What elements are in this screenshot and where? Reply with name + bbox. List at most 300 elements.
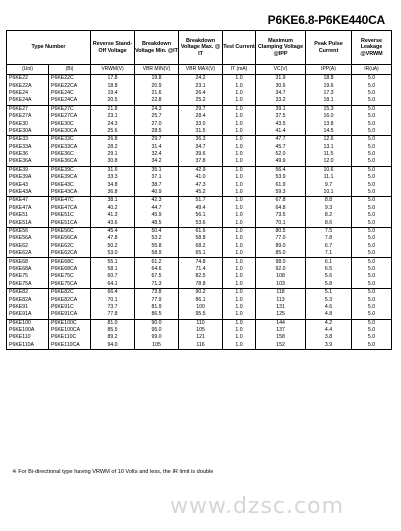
- table-cell: 64.6: [135, 266, 179, 273]
- table-cell: 125: [256, 311, 306, 319]
- table-cell: 24.2: [179, 75, 223, 83]
- table-row: [7, 219, 392, 227]
- table-cell: 5.0: [352, 90, 392, 97]
- table-cell: 5.0: [352, 304, 392, 311]
- table-row: [7, 250, 392, 258]
- table-cell: 94.0: [91, 342, 135, 350]
- table-cell: 67.5: [135, 273, 179, 280]
- table-cell: P6KE110CA: [49, 342, 91, 350]
- table-cell: 5.0: [352, 342, 392, 350]
- table-cell: 5.0: [352, 311, 392, 319]
- table-cell: 33.2: [256, 97, 306, 105]
- header-row: [7, 31, 392, 65]
- table-cell: 32.4: [135, 151, 179, 158]
- table-cell: 118: [256, 288, 306, 296]
- table-cell: 17.3: [306, 90, 352, 97]
- table-cell: 19.6: [306, 82, 352, 89]
- table-cell: 5.0: [352, 273, 392, 280]
- table-cell: 90.2: [179, 288, 223, 296]
- table-cell: 6.7: [306, 243, 352, 250]
- table-cell: P6KE43A: [7, 189, 49, 197]
- table-cell: P6KE110A: [7, 342, 49, 350]
- table-cell: 10.6: [306, 166, 352, 174]
- table-cell: 1.0: [223, 219, 256, 227]
- table-cell: P6KE91: [7, 304, 49, 311]
- table-cell: P6KE47A: [7, 205, 49, 212]
- table-cell: 5.0: [352, 327, 392, 334]
- table-cell: 61.9: [256, 181, 306, 188]
- table-cell: 5.0: [352, 219, 392, 227]
- table-cell: P6KE100C: [49, 319, 91, 327]
- table-cell: 24.3: [91, 120, 135, 127]
- table-cell: 29.1: [91, 151, 135, 158]
- table-cell: 5.0: [352, 189, 392, 197]
- table-cell: 19.4: [91, 90, 135, 97]
- document-title: P6KE6.8-P6KE440CA: [267, 13, 385, 27]
- table-cell: 1.0: [223, 273, 256, 280]
- table-cell: 5.8: [306, 281, 352, 289]
- table-cell: P6KE24A: [7, 97, 49, 105]
- header-type-number: Type Number: [7, 31, 91, 65]
- table-cell: 1.0: [223, 319, 256, 327]
- table-row: [7, 258, 392, 266]
- table-cell: 8.6: [306, 219, 352, 227]
- table-cell: 5.0: [352, 281, 392, 289]
- table-cell: 5.0: [352, 181, 392, 188]
- table-cell: 73.7: [91, 304, 135, 311]
- table-cell: P6KE30C: [49, 120, 91, 127]
- table-cell: 5.0: [352, 227, 392, 235]
- table-cell: 131: [256, 304, 306, 311]
- table-cell: P6KE33A: [7, 144, 49, 151]
- header-standoff-voltage: Reverse Stand-Off Voltage: [91, 31, 135, 65]
- table-cell: 5.0: [352, 319, 392, 327]
- table-cell: 39.1: [256, 105, 306, 113]
- table-cell: 77.9: [135, 296, 179, 303]
- table-cell: 38.1: [91, 197, 135, 205]
- table-cell: 25.2: [179, 97, 223, 105]
- table-cell: 18.1: [306, 97, 352, 105]
- table-cell: 4.4: [306, 327, 352, 334]
- table-cell: 31.9: [256, 75, 306, 83]
- table-cell: 40.9: [135, 189, 179, 197]
- table-cell: 103: [256, 281, 306, 289]
- table-cell: 7.1: [306, 250, 352, 258]
- table-cell: 53.0: [91, 250, 135, 258]
- table-cell: 53.9: [256, 174, 306, 181]
- table-cell: 5.0: [352, 82, 392, 89]
- table-cell: 81.0: [91, 319, 135, 327]
- table-cell: 58.1: [91, 266, 135, 273]
- table-cell: 45.2: [179, 189, 223, 197]
- table-cell: 21.8: [91, 105, 135, 113]
- table-cell: 34.7: [179, 144, 223, 151]
- table-cell: 56.1: [179, 212, 223, 219]
- table-cell: 5.0: [352, 97, 392, 105]
- table-cell: 31.4: [135, 144, 179, 151]
- table-cell: 85.5: [91, 327, 135, 334]
- table-cell: P6KE30: [7, 120, 49, 127]
- table-cell: 5.6: [306, 273, 352, 280]
- table-cell: 50.4: [135, 227, 179, 235]
- table-cell: 1.0: [223, 151, 256, 158]
- table-cell: 81.9: [135, 304, 179, 311]
- table-cell: 56.4: [256, 166, 306, 174]
- table-cell: P6KE43C: [49, 181, 91, 188]
- table-cell: 137: [256, 327, 306, 334]
- table-cell: P6KE62A: [7, 250, 49, 258]
- table-cell: P6KE82A: [7, 296, 49, 303]
- table-row: [7, 205, 392, 212]
- table-cell: P6KE36C: [49, 151, 91, 158]
- table-cell: 105: [135, 342, 179, 350]
- table-cell: 41.4: [256, 128, 306, 136]
- table-cell: 1.0: [223, 158, 256, 166]
- table-cell: P6KE27CA: [49, 113, 91, 120]
- table-cell: 49.4: [179, 205, 223, 212]
- table-cell: 38.7: [135, 181, 179, 188]
- table-cell: 21.6: [135, 90, 179, 97]
- table-cell: 1.0: [223, 281, 256, 289]
- units-row: [7, 65, 392, 75]
- table-cell: P6KE75CA: [49, 281, 91, 289]
- table-cell: P6KE22CA: [49, 82, 91, 89]
- table-cell: P6KE27C: [49, 105, 91, 113]
- table-cell: 1.0: [223, 75, 256, 83]
- table-cell: P6KE24C: [49, 90, 91, 97]
- table-cell: P6KE51C: [49, 212, 91, 219]
- table-cell: 41.0: [179, 174, 223, 181]
- table-cell: P6KE100CA: [49, 327, 91, 334]
- table-cell: P6KE56CA: [49, 235, 91, 242]
- table-cell: 68.2: [179, 243, 223, 250]
- table-row: [7, 304, 392, 311]
- table-cell: 1.0: [223, 304, 256, 311]
- table-cell: P6KE39: [7, 166, 49, 174]
- table-row: [7, 144, 392, 151]
- table-cell: P6KE91A: [7, 311, 49, 319]
- table-row: [7, 166, 392, 174]
- table-cell: 158: [256, 334, 306, 341]
- table-cell: P6KE47C: [49, 197, 91, 205]
- table-cell: 1.0: [223, 174, 256, 181]
- table-cell: 34.8: [91, 181, 135, 188]
- table-cell: 5.0: [352, 166, 392, 174]
- table-cell: P6KE62CA: [49, 250, 91, 258]
- table-cell: P6KE33C: [49, 136, 91, 144]
- table-cell: 105: [179, 327, 223, 334]
- table-row: [7, 105, 392, 113]
- table-cell: 42.9: [179, 166, 223, 174]
- table-row: [7, 158, 392, 166]
- table-cell: 113: [256, 296, 306, 303]
- table-cell: 1.0: [223, 105, 256, 113]
- table-cell: P6KE36A: [7, 158, 49, 166]
- table-cell: P6KE47: [7, 197, 49, 205]
- table-cell: 28.2: [91, 144, 135, 151]
- table-cell: 49.9: [256, 158, 306, 166]
- table-cell: 4.6: [306, 304, 352, 311]
- table-cell: 58.9: [135, 250, 179, 258]
- unit-bi: (Bi): [49, 65, 91, 75]
- table-cell: 100: [179, 304, 223, 311]
- table-cell: 24.3: [135, 105, 179, 113]
- table-cell: P6KE82C: [49, 288, 91, 296]
- table-cell: 34.2: [135, 158, 179, 166]
- table-cell: P6KE91CA: [49, 311, 91, 319]
- table-cell: P6KE24: [7, 90, 49, 97]
- table-row: [7, 342, 392, 350]
- table-cell: P6KE68C: [49, 258, 91, 266]
- table-cell: 1.0: [223, 144, 256, 151]
- table-cell: 4.8: [306, 311, 352, 319]
- table-cell: P6KE68: [7, 258, 49, 266]
- table-cell: 16.0: [306, 113, 352, 120]
- table-cell: 5.0: [352, 250, 392, 258]
- table-cell: 60.7: [91, 273, 135, 280]
- table-row: [7, 120, 392, 127]
- table-cell: 7.8: [306, 235, 352, 242]
- watermark: www.dzsc.com: [170, 494, 345, 519]
- table-cell: P6KE82: [7, 288, 49, 296]
- table-row: [7, 319, 392, 327]
- table-cell: 8.8: [306, 197, 352, 205]
- table-cell: 33.0: [179, 120, 223, 127]
- table-row: [7, 212, 392, 219]
- table-cell: 1.0: [223, 342, 256, 350]
- table-cell: P6KE75A: [7, 281, 49, 289]
- table-cell: 53.2: [135, 235, 179, 242]
- table-cell: 85.0: [256, 250, 306, 258]
- table-row: [7, 266, 392, 273]
- table-cell: 1.0: [223, 311, 256, 319]
- table-cell: 1.0: [223, 181, 256, 188]
- table-cell: P6KE75: [7, 273, 49, 280]
- table-cell: 42.3: [135, 197, 179, 205]
- table-cell: P6KE24CA: [49, 97, 91, 105]
- table-cell: P6KE62C: [49, 243, 91, 250]
- table-cell: 1.0: [223, 235, 256, 242]
- footnote: ※ For Bi-directional type having VRWM of 10 Volts and less, the IR limit is double: [12, 469, 214, 475]
- table-cell: 7.5: [306, 227, 352, 235]
- table-cell: 11.1: [306, 174, 352, 181]
- table-cell: 152: [256, 342, 306, 350]
- table-cell: 45.7: [256, 144, 306, 151]
- table-cell: 5.0: [352, 136, 392, 144]
- table-cell: 5.0: [352, 174, 392, 181]
- table-cell: 39.6: [179, 151, 223, 158]
- table-cell: 43.6: [91, 219, 135, 227]
- table-cell: 90.0: [135, 319, 179, 327]
- unit-ir: IR(uA): [352, 65, 392, 75]
- table-cell: 82.5: [179, 273, 223, 280]
- table-cell: 5.0: [352, 296, 392, 303]
- table-cell: 80.5: [256, 227, 306, 235]
- table-cell: 29.7: [179, 105, 223, 113]
- table-cell: P6KE91C: [49, 304, 91, 311]
- table-cell: P6KE62: [7, 243, 49, 250]
- table-row: [7, 227, 392, 235]
- table-cell: P6KE22: [7, 75, 49, 83]
- table-row: [7, 311, 392, 319]
- table-cell: 37.8: [179, 158, 223, 166]
- table-cell: 1.0: [223, 166, 256, 174]
- table-cell: 71.4: [179, 266, 223, 273]
- table-cell: 53.6: [179, 219, 223, 227]
- table-cell: P6KE56C: [49, 227, 91, 235]
- table-cell: P6KE43CA: [49, 189, 91, 197]
- table-cell: 20.9: [135, 82, 179, 89]
- table-cell: 50.2: [91, 243, 135, 250]
- table-row: [7, 243, 392, 250]
- table-row: [7, 128, 392, 136]
- table-cell: 70.1: [256, 219, 306, 227]
- table-cell: 5.0: [352, 258, 392, 266]
- unit-uni: (Uni): [7, 65, 49, 75]
- table-cell: 1.0: [223, 120, 256, 127]
- table-row: [7, 181, 392, 188]
- table-cell: 13.8: [306, 120, 352, 127]
- table-cell: 1.0: [223, 189, 256, 197]
- table-cell: 35.1: [135, 166, 179, 174]
- table-cell: 110: [179, 319, 223, 327]
- header-breakdown-min: Breakdown Voltage Min. @IT: [135, 31, 179, 65]
- unit-vbr-min: VBR MIN(V): [135, 65, 179, 75]
- table-cell: 14.5: [306, 128, 352, 136]
- table-cell: 5.0: [352, 144, 392, 151]
- table-cell: P6KE39CA: [49, 174, 91, 181]
- table-row: [7, 327, 392, 334]
- table-cell: 1.0: [223, 128, 256, 136]
- table-cell: 1.0: [223, 334, 256, 341]
- table-cell: 37.1: [135, 174, 179, 181]
- table-cell: 18.8: [306, 75, 352, 83]
- header-test-current: Test Current: [223, 31, 256, 65]
- unit-vbr-max: VBR MAX(V): [179, 65, 223, 75]
- table-cell: P6KE27A: [7, 113, 49, 120]
- table-row: [7, 90, 392, 97]
- table-cell: P6KE68CA: [49, 266, 91, 273]
- table-cell: 5.0: [352, 113, 392, 120]
- table-row: [7, 75, 392, 83]
- table-cell: 31.5: [179, 128, 223, 136]
- table-cell: 86.1: [179, 296, 223, 303]
- table-cell: 55.1: [91, 258, 135, 266]
- table-cell: P6KE82CA: [49, 296, 91, 303]
- unit-ipp: IPP(A): [306, 65, 352, 75]
- table-cell: 108: [256, 273, 306, 280]
- unit-vc: VC(V): [256, 65, 306, 75]
- table-cell: 47.7: [256, 136, 306, 144]
- table-cell: 12.6: [306, 136, 352, 144]
- table-cell: 55.8: [135, 243, 179, 250]
- table-cell: 8.2: [306, 212, 352, 219]
- table-cell: 77.8: [91, 311, 135, 319]
- table-cell: 5.0: [352, 197, 392, 205]
- table-cell: 5.0: [352, 288, 392, 296]
- table-cell: 3.9: [306, 342, 352, 350]
- table-cell: P6KE36CA: [49, 158, 91, 166]
- table-cell: 58.8: [179, 235, 223, 242]
- table-cell: 26.4: [179, 90, 223, 97]
- table-cell: 77.0: [256, 235, 306, 242]
- table-cell: 5.0: [352, 128, 392, 136]
- table-cell: 47.8: [91, 235, 135, 242]
- unit-vrwm: VRWM(V): [91, 65, 135, 75]
- table-cell: 23.1: [91, 113, 135, 120]
- table-cell: 92.0: [256, 266, 306, 273]
- table-cell: P6KE110: [7, 334, 49, 341]
- table-cell: 20.5: [91, 97, 135, 105]
- table-cell: 1.0: [223, 205, 256, 212]
- table-cell: 13.1: [306, 144, 352, 151]
- table-cell: 1.0: [223, 250, 256, 258]
- table-cell: 5.0: [352, 205, 392, 212]
- table-cell: 1.0: [223, 212, 256, 219]
- table-cell: 5.1: [306, 288, 352, 296]
- table-cell: 66.4: [91, 288, 135, 296]
- header-breakdown-max: Breakdown Voltage Max. @ IT: [179, 31, 223, 65]
- table-cell: 22.8: [135, 97, 179, 105]
- table-cell: 70.1: [91, 296, 135, 303]
- table-cell: 99.0: [135, 334, 179, 341]
- table-cell: 19.8: [135, 75, 179, 83]
- specs-table-container: [6, 30, 391, 350]
- table-cell: 25.6: [91, 128, 135, 136]
- table-cell: 73.5: [256, 212, 306, 219]
- table-cell: 5.0: [352, 158, 392, 166]
- table-cell: 5.0: [352, 151, 392, 158]
- table-cell: 64.1: [91, 281, 135, 289]
- table-cell: 65.1: [179, 250, 223, 258]
- table-cell: P6KE33: [7, 136, 49, 144]
- table-cell: 4.2: [306, 319, 352, 327]
- table-cell: 144: [256, 319, 306, 327]
- table-cell: P6KE100A: [7, 327, 49, 334]
- table-cell: 10.1: [306, 189, 352, 197]
- table-cell: 43.5: [256, 120, 306, 127]
- table-cell: 6.5: [306, 266, 352, 273]
- table-cell: 45.4: [91, 227, 135, 235]
- table-cell: 86.5: [135, 311, 179, 319]
- table-cell: P6KE30CA: [49, 128, 91, 136]
- table-cell: 5.3: [306, 296, 352, 303]
- table-cell: 1.0: [223, 258, 256, 266]
- table-cell: 36.8: [91, 189, 135, 197]
- table-cell: P6KE30A: [7, 128, 49, 136]
- table-cell: P6KE22A: [7, 82, 49, 89]
- table-cell: 95.0: [135, 327, 179, 334]
- table-row: [7, 82, 392, 89]
- table-cell: 44.7: [135, 205, 179, 212]
- specs-table-body: [7, 75, 392, 350]
- table-cell: 59.3: [256, 189, 306, 197]
- table-cell: 64.8: [256, 205, 306, 212]
- table-cell: 23.1: [179, 82, 223, 89]
- table-cell: P6KE39A: [7, 174, 49, 181]
- table-row: [7, 288, 392, 296]
- table-cell: 30.8: [91, 158, 135, 166]
- table-cell: 5.0: [352, 235, 392, 242]
- table-cell: P6KE27: [7, 105, 49, 113]
- table-cell: P6KE22C: [49, 75, 91, 83]
- table-cell: 48.5: [135, 219, 179, 227]
- table-row: [7, 113, 392, 120]
- table-cell: 73.8: [135, 288, 179, 296]
- table-cell: 89.0: [256, 243, 306, 250]
- table-cell: 36.3: [179, 136, 223, 144]
- table-cell: P6KE56A: [7, 235, 49, 242]
